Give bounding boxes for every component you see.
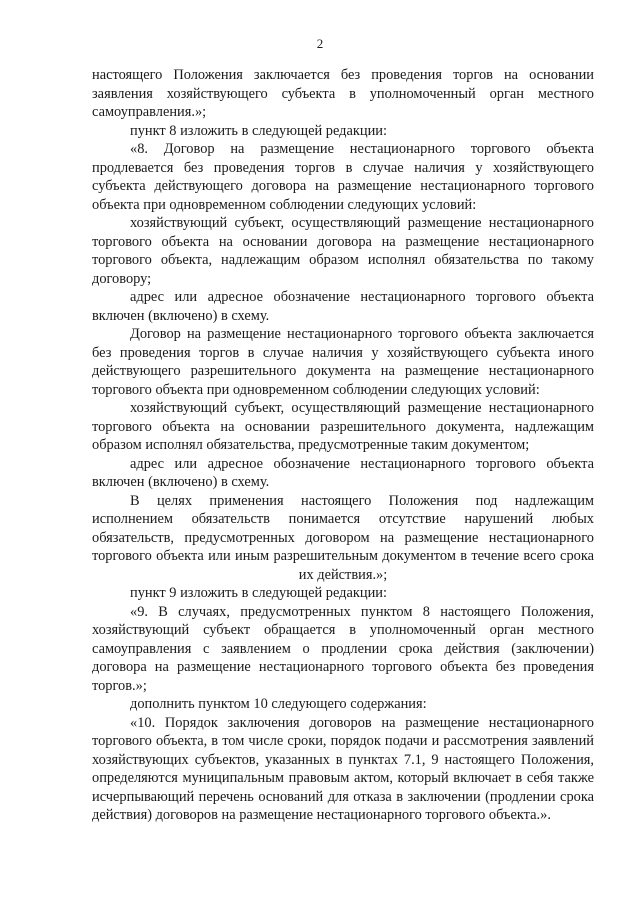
paragraph-13: «10. Порядок заключения договоров на размещение нестационарного торгового объекта, в том числе сроки, порядок подачи и рассмотрения заявлений хозяйствующих субъектов, указанных в пунктах 7.1, 9 настоящего Положения, определяются муниципальным правовым актом, который включает в себя также исчерпывающий перечень оснований для отказа в заключении (продлении срока действия) договоров на размещение нестационарного торгового объекта.». — [92, 714, 594, 823]
paragraph-3: «8. Договор на размещение нестационарного торгового объекта продлевается без проведения торгов в случае наличия у хозяйствующего субъекта действующего договора на размещение нестационарного торгового объекта при одновременном соблюдении следующих условий: — [92, 141, 594, 213]
document-body — [92, 66, 594, 825]
page-number: 2 — [316, 36, 324, 51]
paragraph-8: адрес или адресное обозначение нестационарного торгового объекта включен (включено) в схему. — [92, 455, 594, 490]
paragraph-4: хозяйствующий субъект, осуществляющий размещение нестационарного торгового объекта на основании договора на размещение нестационарного торгового объекта, надлежащим образом исполнял обязательства по такому договору; — [92, 215, 594, 287]
paragraph-6: Договор на размещение нестационарного торгового объекта заключается без проведения торгов в случае наличия у хозяйствующего субъекта иного действующего разрешительного документа на размещение нестационарного торгового объекта при одновременном соблюдении следующих условий: — [92, 326, 594, 398]
paragraph-11: «9. В случаях, предусмотренных пунктом 8 настоящего Положения, хозяйствующий субъект обращается в уполномоченный орган местного самоуправления с заявлением о продлении срока действия (заключении) договора на размещение нестационарного торгового объекта без проведения торгов.»; — [92, 603, 594, 694]
paragraph-7: хозяйствующий субъект, осуществляющий размещение нестационарного торгового объекта на основании разрешительного документа, надлежащим образом исполнял обязательства, предусмотренные таким документом; — [92, 400, 594, 453]
paragraph-5: адрес или адресное обозначение нестационарного торгового объекта включен (включено) в схему. — [92, 289, 594, 324]
paragraph-1: настоящего Положения заключается без проведения торгов на основании заявления хозяйствующего субъекта в уполномоченный орган местного самоуправления.»; — [92, 67, 594, 120]
paragraph-12: дополнить пунктом 10 следующего содержания: — [130, 696, 427, 712]
paragraph-9: В целях применения настоящего Положения под надлежащим исполнением обязательств понимается отсутствие нарушений любых обязательств, предусмотренных договором на размещение нестационарного торгового объекта или иным разрешительным документом в течение всего срока их действия.»; — [92, 492, 594, 583]
paragraph-2: пункт 8 изложить в следующей редакции: — [130, 122, 387, 139]
paragraph-10: пункт 9 изложить в следующей редакции: — [130, 585, 387, 601]
